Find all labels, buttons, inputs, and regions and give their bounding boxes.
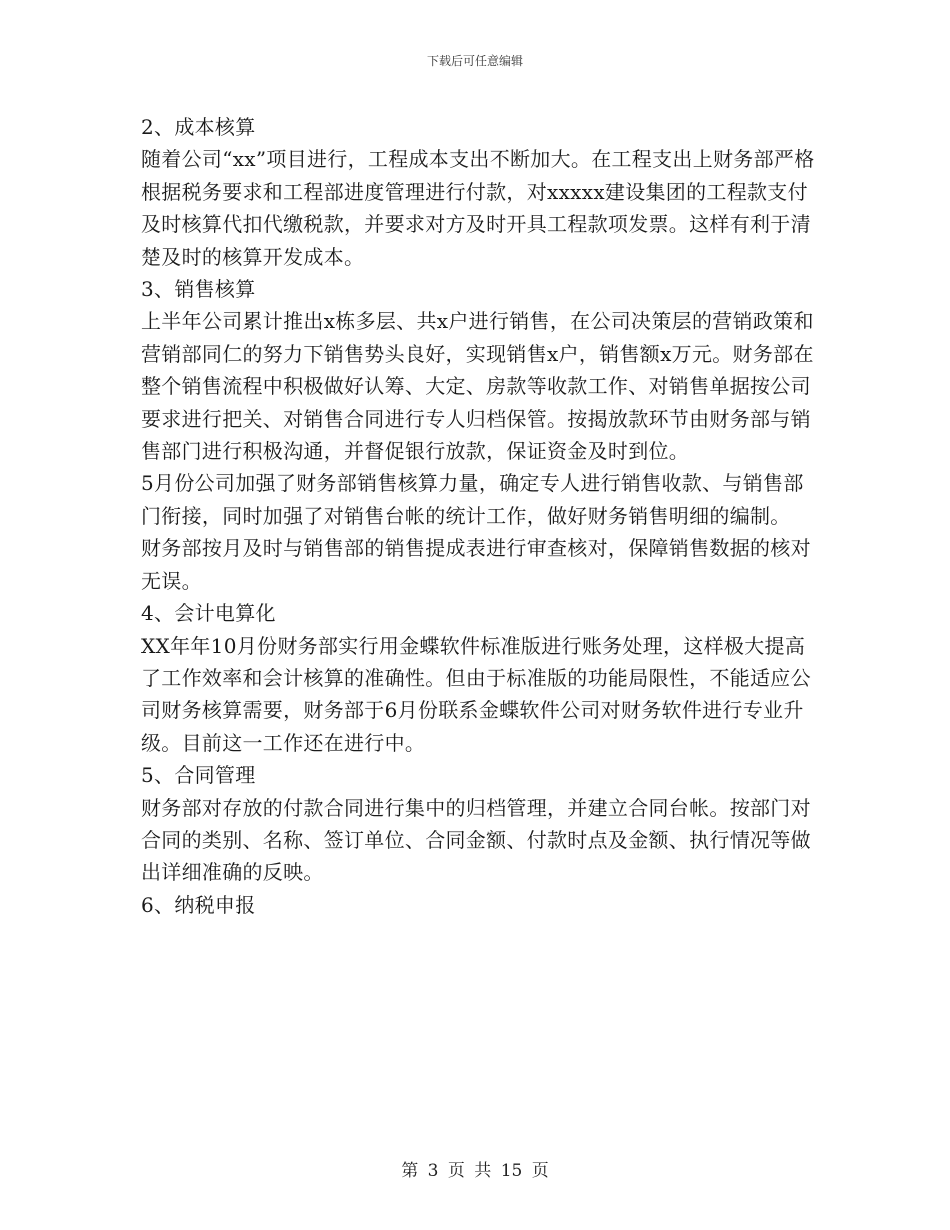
section-heading: 4、会计电算化: [141, 601, 276, 626]
paragraph: 财务部按月及时与销售部的销售提成表进行审查核对，保障销售数据的核对无误。: [141, 536, 811, 593]
section-heading: 6、纳税申报: [141, 892, 256, 917]
paragraph: 5月份公司加强了财务部销售核算力量，确定专人进行销售收款、与销售部门衔接，同时加强了对销售台帐的统计工作，做好财务销售明细的编制。: [141, 471, 804, 528]
paragraph: XX年年10月份财务部实行用金蝶软件标准版进行账务处理，这样极大提高了工作效率和会计核算的准确性。但由于标准版的功能局限性，不能适应公司财务核算需要，财务部于6月份联系金蝶软件公司对财务软件进行专业升级。目前这一工作还在进行中。: [141, 633, 811, 755]
section-heading: 3、销售核算: [141, 277, 256, 302]
section-heading: 5、合同管理: [141, 763, 256, 788]
document-body: [141, 111, 821, 921]
paragraph: 上半年公司累计推出x栋多层、共x户进行销售，在公司决策层的营销政策和营销部同仁的努力下销售势头良好，实现销售x户，销售额x万元。财务部在整个销售流程中积极做好认筹、大定、房款等收款工作、对销售单据按公司要求进行把关、对销售合同进行专人归档保管。按揭放款环节由财务部与销售部门进行积极沟通，并督促银行放款，保证资金及时到位。: [141, 309, 814, 464]
paragraph: 财务部对存放的付款合同进行集中的归档管理，并建立合同台帐。按部门对合同的类别、名称、签订单位、合同金额、付款时点及金额、执行情况等做出详细准确的反映。: [141, 795, 811, 885]
page-footer: 第 3 页 共 15 页: [401, 1161, 549, 1181]
page-header: 下载后可任意编辑: [426, 54, 523, 68]
paragraph: 随着公司“xx”项目进行，工程成本支出不断加大。在工程支出上财务部严格根据税务要求和工程部进度管理进行付款，对xxxxx建设集团的工程款支付及时核算代扣代缴税款，并要求对方及时开具工程款项发票。这样有利于清楚及时的核算开发成本。: [141, 147, 815, 269]
section-heading: 2、成本核算: [141, 115, 256, 139]
